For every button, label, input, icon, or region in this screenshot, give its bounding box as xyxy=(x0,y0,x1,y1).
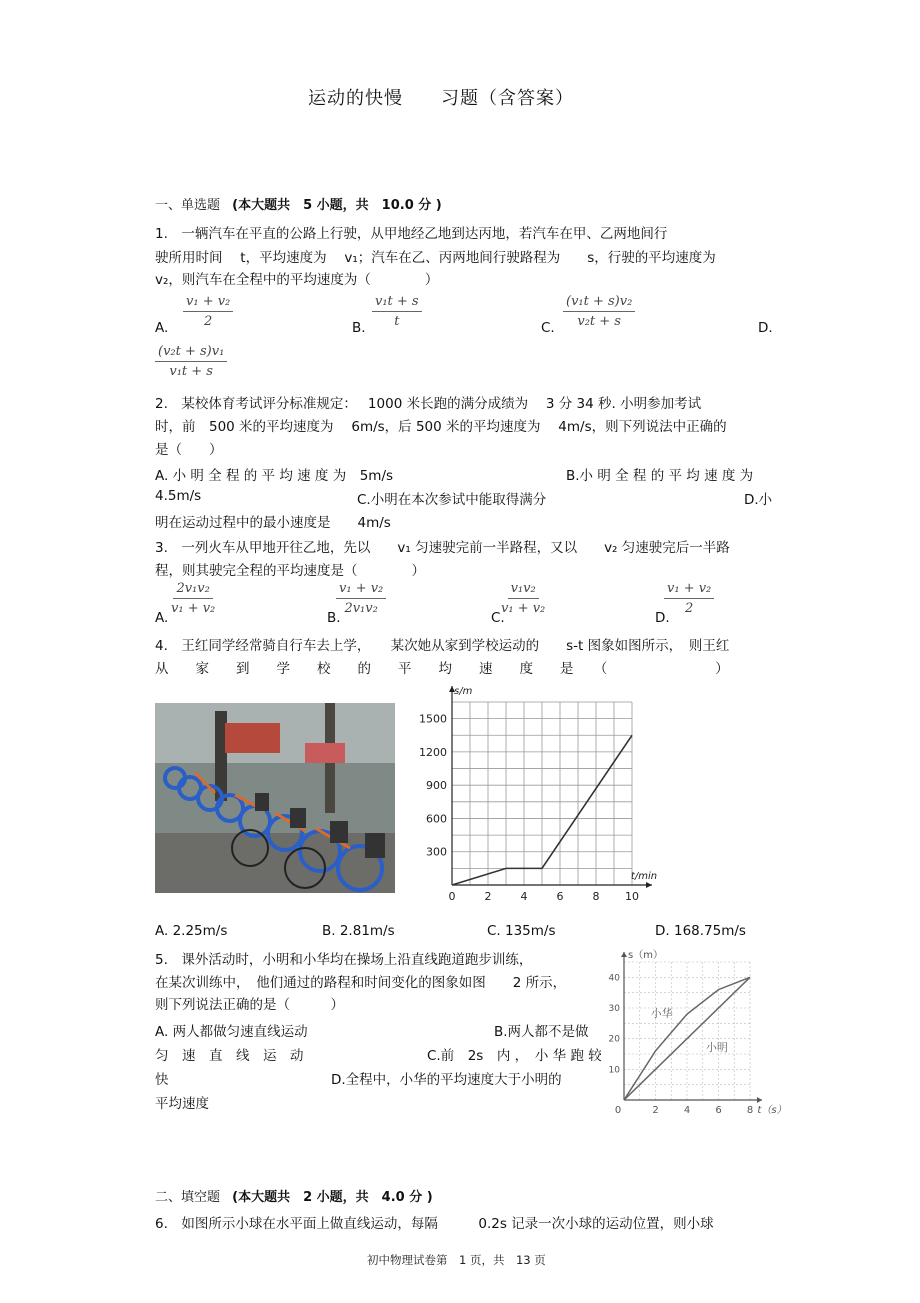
origin-label: 0 xyxy=(614,1105,622,1116)
x-tick-label: 6 xyxy=(556,890,564,903)
q3-option-b-label[interactable]: B. xyxy=(327,610,341,626)
y-tick-label: 20 xyxy=(608,1034,620,1045)
q5-option-d[interactable]: D.全程中，小华的平均速度大于小明的 xyxy=(331,1072,562,1088)
frac-denominator: 2 xyxy=(685,601,694,616)
frac-numerator: v₁ + v₂ xyxy=(183,294,233,312)
q3-option-d-label[interactable]: D. xyxy=(655,610,670,626)
y-axis-label: s/m xyxy=(454,686,473,697)
y-tick-label: 10 xyxy=(608,1065,620,1076)
s-t-chart xyxy=(405,672,675,912)
q4-line2: 从 家 到 学 校 的 平 均 速 度 是 （ ） xyxy=(155,661,729,677)
x-tick-label: 8 xyxy=(592,890,600,903)
frac-denominator: 2v₁v₂ xyxy=(344,601,378,616)
q5-option-b[interactable]: B.两人都不是做 xyxy=(494,1024,589,1040)
series-label: 小明 xyxy=(705,1040,728,1054)
q6-line1: 6. 如图所示小球在水平面上做直线运动，每隔 0.2s 记录一次小球的运动位置，则小球 xyxy=(155,1216,714,1232)
x-tick-label: 6 xyxy=(715,1105,722,1116)
x-tick-label: 0 xyxy=(448,890,456,903)
section-meta: (本大题共 2 小题，共 4.0 分 ) xyxy=(232,1190,433,1205)
series-label: 小华 xyxy=(650,1007,673,1021)
q1-option-d-label[interactable]: D. xyxy=(758,320,773,336)
q1-option-b-label[interactable]: B. xyxy=(352,320,366,336)
x-tick-label: 2 xyxy=(484,890,492,903)
y-axis-label: s（m） xyxy=(628,950,663,961)
q3-option-c-label[interactable]: C. xyxy=(491,610,505,626)
y-tick-label: 1200 xyxy=(419,745,447,759)
bicycle-photo xyxy=(155,703,395,893)
frac-denominator: t xyxy=(394,314,400,329)
y-tick-label: 900 xyxy=(426,779,447,793)
y-tick-label: 1500 xyxy=(419,712,447,726)
q2-line1: 2. 某校体育考试评分标准规定： 1000 米长跑的满分成绩为 3 分 34 秒. 小明参加考试 xyxy=(155,396,702,412)
x-axis-arrow xyxy=(757,1097,762,1103)
q5-line3: 则下列说法正确的是（ ） xyxy=(155,997,344,1013)
frac-numerator: 2v₁v₂ xyxy=(173,581,212,599)
q2-option-b-cont: 4.5m/s xyxy=(155,488,202,504)
x-axis-label: t/min xyxy=(630,871,658,882)
q3-line2: 程，则其驶完全程的平均速度是（ ） xyxy=(155,563,425,579)
q2-option-a[interactable]: A. 小 明 全 程 的 平 均 速 度 为 5m/s xyxy=(155,468,394,484)
x-tick-label: 4 xyxy=(683,1105,691,1116)
frac-denominator: 2 xyxy=(204,314,213,329)
x-tick-label: 10 xyxy=(625,890,639,903)
section-prefix: 一、单选题 xyxy=(155,198,221,213)
frac-denominator: v₁ + v₂ xyxy=(171,601,216,616)
q2-option-c[interactable]: C.小明在本次参试中能取得满分 xyxy=(357,492,547,508)
q2-option-b[interactable]: B.小 明 全 程 的 平 均 速 度 为 xyxy=(566,468,754,484)
q1-line3: v₂，则汽车在全程中的平均速度为（ ） xyxy=(155,272,439,288)
frac-numerator: (v₂t + s)v₁ xyxy=(155,344,227,362)
q1-option-c-label[interactable]: C. xyxy=(541,320,555,336)
q4-option-c[interactable]: C. 135m/s xyxy=(487,923,556,939)
q1-line1: 1. 一辆汽车在平直的公路上行驶，从甲地经乙地到达丙地，若汽车在甲、乙两地间行 xyxy=(155,226,668,242)
q1-option-a-label[interactable]: A. xyxy=(155,320,169,336)
y-tick-label: 300 xyxy=(426,845,447,859)
x-tick-label: 2 xyxy=(652,1105,659,1116)
x-axis-label: t（s） xyxy=(757,1105,787,1116)
s-t-chart-2 xyxy=(600,940,790,1120)
frac-numerator: v₁ + v₂ xyxy=(664,581,714,599)
q3-line1: 3. 一列火车从甲地开往乙地，先以 v₁ 匀速驶完前一半路程，又以 v₂ 匀速驶完后一半路 xyxy=(155,540,730,556)
q4-line1: 4. 王红同学经常骑自行车去上学， 某次她从家到学校运动的 s-t 图象如图所示， 则王红 xyxy=(155,638,730,654)
section-meta: (本大题共 5 小题，共 10.0 分 ) xyxy=(232,198,442,213)
q5-line2: 在某次训练中， 他们通过的路程和时间变化的图象如图 2 所示， xyxy=(155,975,567,991)
q3-option-d-fraction xyxy=(664,581,714,616)
frac-numerator: v₁ + v₂ xyxy=(336,581,386,599)
q5-option-d-cont: 平均速度 xyxy=(155,1096,209,1112)
x-axis-arrow xyxy=(646,882,652,888)
section-prefix: 二、填空题 xyxy=(155,1190,221,1205)
section-header-1 xyxy=(155,194,442,213)
q5-option-a[interactable]: A. 两人都做匀速直线运动 xyxy=(155,1024,308,1040)
frac-numerator: (v₁t + s)v₂ xyxy=(563,294,635,312)
x-tick-label: 8 xyxy=(746,1105,754,1116)
q2-option-d-cont: 明在运动过程中的最小速度是 4m/s xyxy=(155,515,391,531)
y-tick-label: 40 xyxy=(608,973,620,984)
page-footer: 初中物理试卷第 1 页，共 13 页 xyxy=(367,1253,546,1267)
q1-option-c-fraction xyxy=(563,294,635,329)
frac-denominator: v₁ + v₂ xyxy=(501,601,546,616)
q3-option-a-fraction xyxy=(171,581,215,616)
frac-denominator: v₁t + s xyxy=(169,364,213,379)
page-title: 运动的快慢 习题（含答案） xyxy=(308,88,574,109)
q2-line3: 是（ ） xyxy=(155,442,223,458)
q1-option-d-fraction xyxy=(155,344,227,379)
q4-option-b[interactable]: B. 2.81m/s xyxy=(322,923,395,939)
q5-option-b-cont: 匀 速 直 线 运 动 xyxy=(155,1048,304,1064)
q1-line2: 驶所用时间 t，平均速度为 v₁；汽车在乙、丙两地间行驶路程为 s，行驶的平均速度为 xyxy=(155,250,716,266)
q3-option-b-fraction xyxy=(336,581,386,616)
frac-denominator: v₂t + s xyxy=(577,314,621,329)
y-tick-label: 600 xyxy=(426,812,447,826)
q1-option-b-fraction xyxy=(372,294,422,329)
section-header-2 xyxy=(155,1186,433,1205)
q3-option-c-fraction xyxy=(501,581,545,616)
q2-line2: 时，前 500 米的平均速度为 6m/s，后 500 米的平均速度为 4m/s，则下列说法中正确的 xyxy=(155,419,727,435)
q4-option-a[interactable]: A. 2.25m/s xyxy=(155,923,228,939)
q5-option-c-cont: 快 xyxy=(155,1072,169,1088)
q1-option-a-fraction xyxy=(183,294,233,329)
q4-option-d[interactable]: D. 168.75m/s xyxy=(655,923,746,939)
y-axis-arrow xyxy=(621,952,627,957)
frac-numerator: v₁t + s xyxy=(372,294,422,312)
q5-line1: 5. 课外活动时，小明和小华均在操场上沿直线跑道跑步训练， xyxy=(155,952,533,968)
q5-option-c[interactable]: C.前 2s 内 ， 小 华 跑 较 xyxy=(427,1048,602,1064)
y-tick-label: 30 xyxy=(608,1004,620,1014)
q2-option-d[interactable]: D.小 xyxy=(744,492,773,508)
x-tick-label: 4 xyxy=(520,890,528,903)
q3-option-a-label[interactable]: A. xyxy=(155,610,169,626)
frac-numerator: v₁v₂ xyxy=(508,581,539,599)
